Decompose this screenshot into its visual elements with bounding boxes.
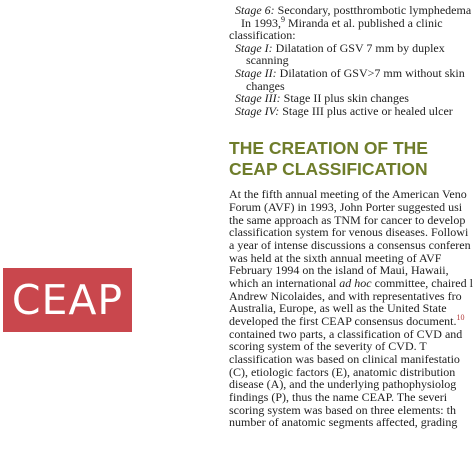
body-line: Andrew Nicolaides, and with representatives fro bbox=[229, 288, 462, 303]
stage-label: Stage II: bbox=[235, 65, 277, 80]
intro-text-cont: Miranda et al. published a clinic bbox=[285, 15, 443, 30]
heading-line-2: CEAP CLASSIFICATION bbox=[229, 159, 428, 180]
body-line bbox=[229, 275, 473, 290]
body-line: the same approach as TNM for cancer to develop bbox=[229, 212, 466, 227]
section-heading bbox=[229, 138, 454, 180]
intro-text-line2: classification: bbox=[229, 28, 296, 43]
body-line: disease (A), and the underlying pathophysiolog bbox=[229, 377, 457, 392]
body-line: contained two parts, a classification of CVD and bbox=[229, 326, 463, 341]
citation-sup: 10 bbox=[456, 312, 465, 322]
citation-sup: 9 bbox=[281, 14, 285, 24]
body-line: scoring system of the severity of CVD. T bbox=[229, 339, 427, 354]
ceap-logo bbox=[3, 268, 132, 332]
body-text: which an international bbox=[229, 275, 340, 290]
body-line: a year of intense discussions a consensus conferen bbox=[229, 237, 471, 252]
body-line: February 1994 on the island of Maui, Hawaii, bbox=[229, 263, 449, 278]
body-text-italic: ad hoc bbox=[339, 275, 372, 290]
stage-label: Stage IV: bbox=[235, 103, 280, 118]
body-line: findings (P), thus the name CEAP. The severi bbox=[229, 389, 448, 404]
heading-line-1: THE CREATION OF THE bbox=[229, 138, 428, 159]
ceap-logo-text: CEAP bbox=[11, 275, 124, 324]
stage-text: Secondary, postthrombotic lymphedema bbox=[274, 3, 472, 17]
stage-text: Dilatation of GSV>7 mm without skin bbox=[276, 65, 465, 80]
stage-text-cont: scanning bbox=[246, 53, 289, 68]
body-line: Forum (AVF) in 1993, John Porter suggested usi bbox=[229, 200, 463, 214]
body-line: classification system for venous diseases. Followi bbox=[229, 225, 469, 240]
stage-text: Stage II plus skin changes bbox=[280, 91, 409, 106]
stage-label: Stage 6: bbox=[235, 3, 275, 17]
body-line: number of anatomic segments affected, grading bbox=[229, 415, 458, 430]
body-line: (C), etiologic factors (E), anatomic distribution bbox=[229, 364, 456, 379]
body-line: Australia, Europe, as well as the United State bbox=[229, 301, 447, 316]
miranda-stage-4 bbox=[229, 105, 454, 118]
stage-text: Dilatation of GSV 7 mm by duplex bbox=[272, 40, 445, 55]
body-line: scoring system was based on three elements: th bbox=[229, 402, 456, 417]
body-line: At the fifth annual meeting of the American Veno bbox=[229, 187, 467, 202]
body-paragraph bbox=[229, 187, 473, 430]
stage-label: Stage III: bbox=[235, 91, 281, 106]
body-line bbox=[229, 312, 465, 328]
stage-text: Stage III plus active or healed ulcer bbox=[279, 103, 453, 118]
stage-text-cont: changes bbox=[246, 78, 285, 93]
body-line: classification was based on clinical manifestatio bbox=[229, 351, 460, 366]
body-text: committee, chaired l bbox=[371, 275, 473, 290]
intro-text: In 1993, bbox=[241, 15, 281, 30]
stage-label: Stage I: bbox=[235, 40, 273, 55]
body-text: developed the first CEAP consensus document. bbox=[229, 313, 457, 328]
text-column bbox=[229, 3, 473, 454]
body-line: was held at the sixth annual meeting of AVF bbox=[229, 250, 442, 265]
